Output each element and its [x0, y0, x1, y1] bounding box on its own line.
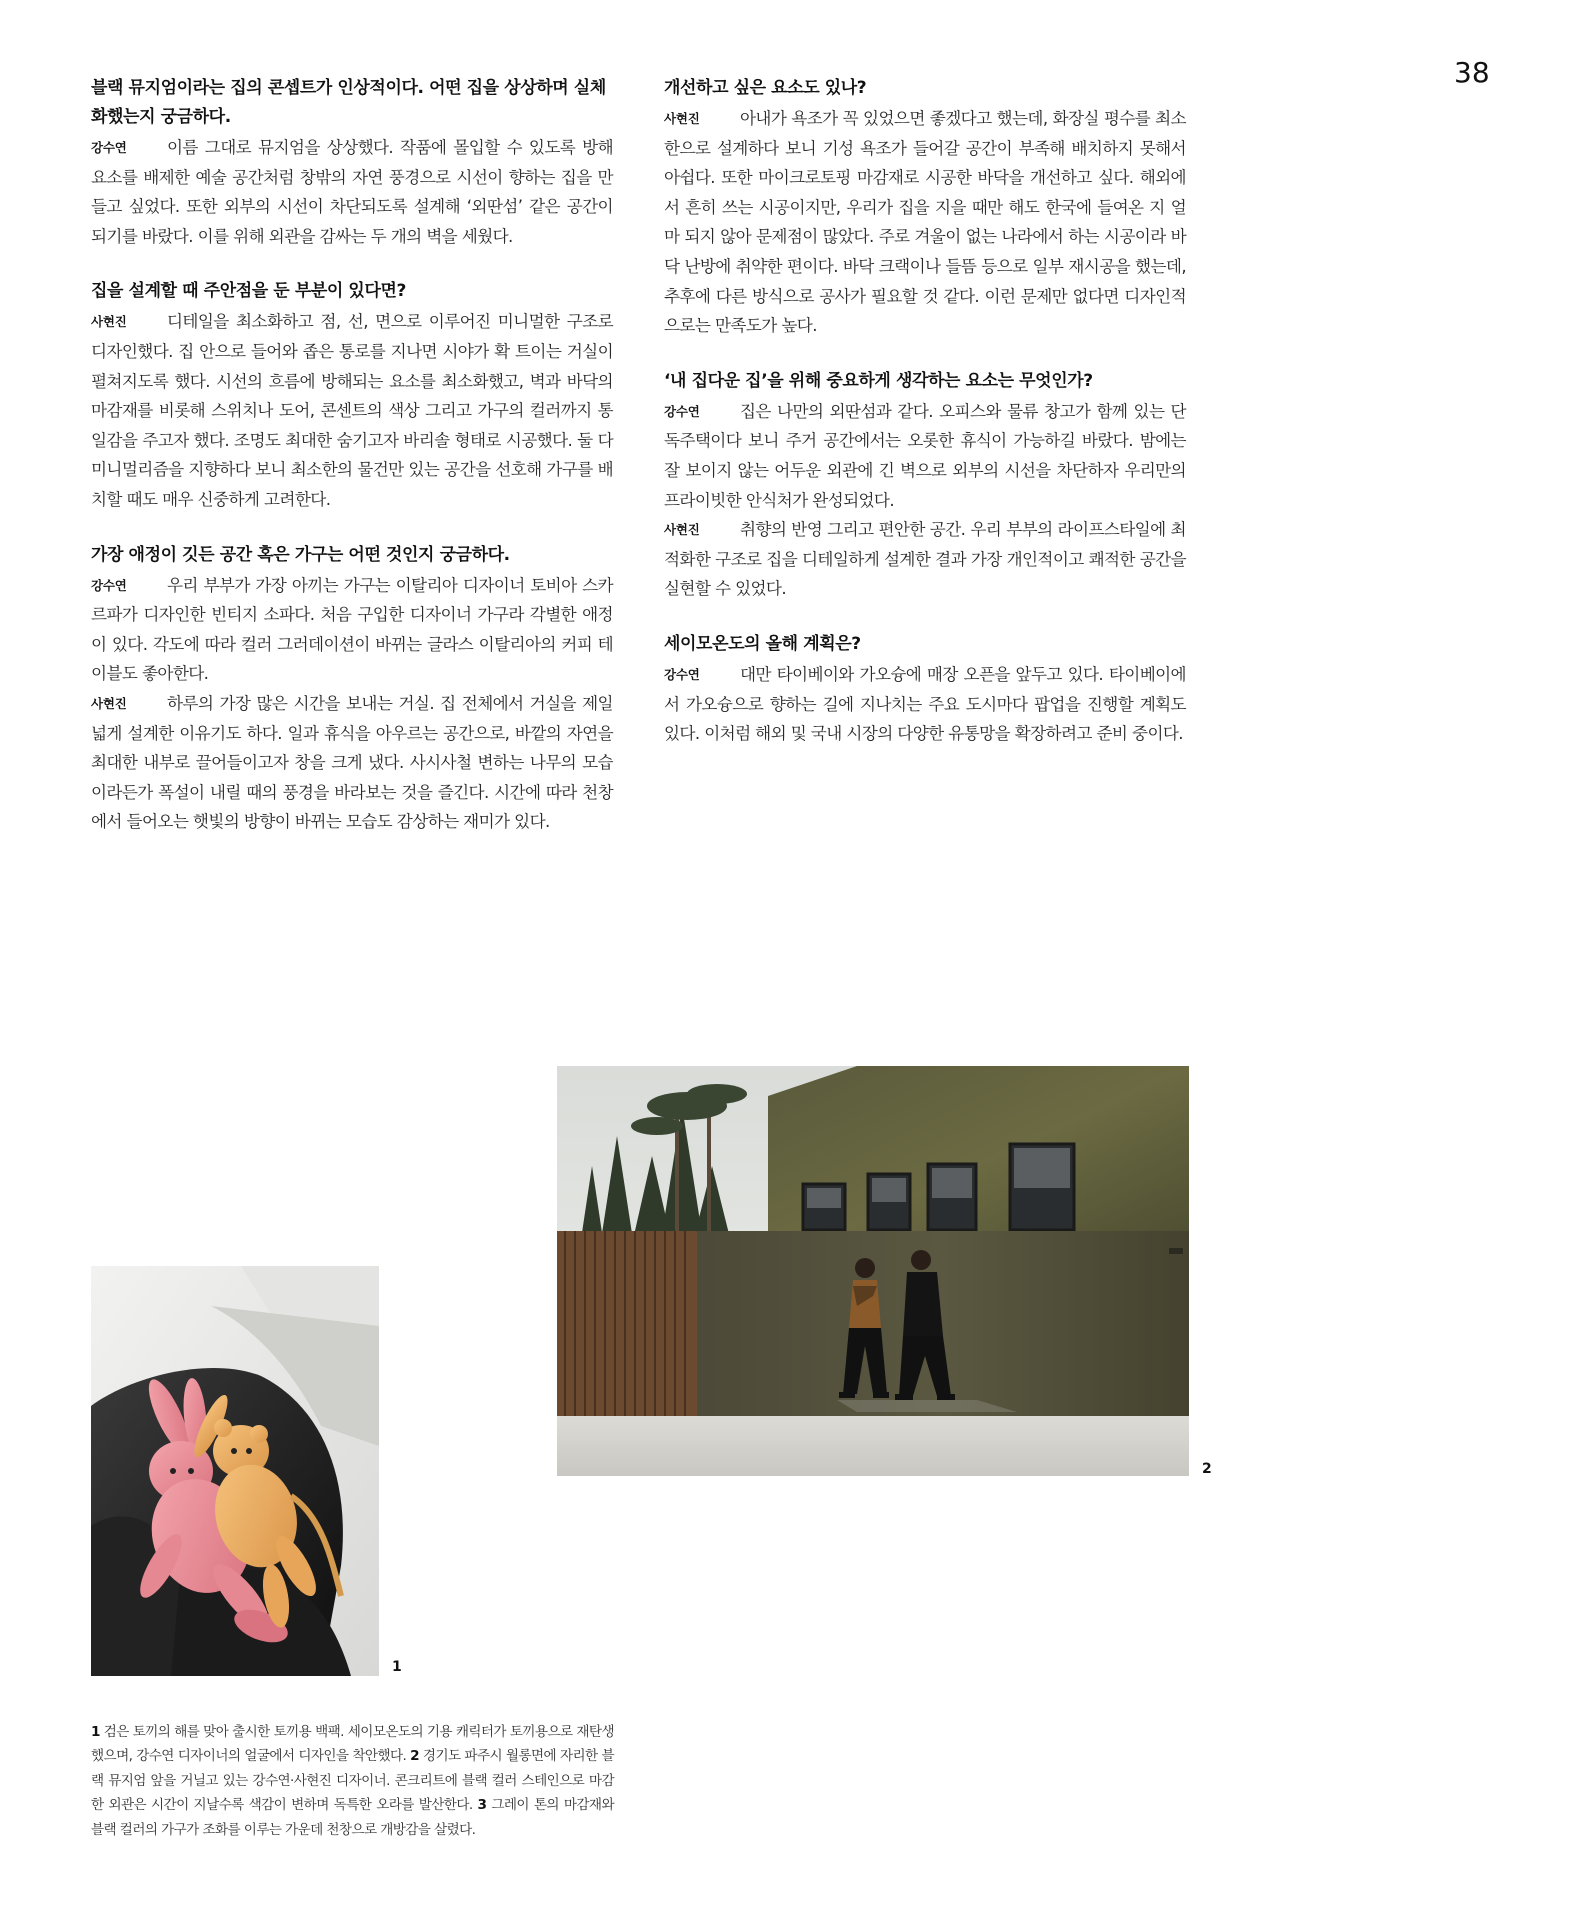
speaker-name: 사현진	[664, 111, 700, 126]
qa-block	[91, 74, 613, 251]
answer	[91, 571, 613, 689]
caption-text: 경기도 파주시 월롱면에 자리한 블랙 뮤지엄 앞을 거닐고 있는 강수연·사현진 디자이너. 콘크리트에 블랙 컬러 스테인으로 마감한 외관은 시간이 지날수록 색감이 변하며 독특한 오라를 발산한다.	[91, 1748, 614, 1814]
caption-number: 2	[410, 1748, 419, 1765]
answer	[664, 515, 1186, 604]
left-text-column	[91, 74, 613, 863]
answer-text: 대만 타이베이와 가오슝에 매장 오픈을 앞두고 있다. 타이베이에서 가오슝으로 향하는 길에 지나치는 주요 도시마다 팝업을 진행할 계획도 있다. 이처럼 해외 및 국내 시장의 다양한 유통망을 확장하려고 준비 중이다.	[664, 664, 1186, 744]
question: ‘내 집다운 집’을 위해 중요하게 생각하는 요소는 무엇인가?	[664, 370, 1093, 391]
answer	[91, 307, 613, 514]
speaker-name: 사현진	[664, 522, 700, 538]
photo-rabbit-backpacks	[91, 1266, 379, 1676]
answer-text: 우리 부부가 가장 아끼는 가구는 이탈리아 디자이너 토비아 스카르파가 디자인한 빈티지 소파다. 처음 구입한 디자이너 가구라 각별한 애정이 있다. 각도에 따라 컬러 그러데이션이 바뀌는 글라스 이탈리아의 커피 테이블도 좋아한다.	[91, 575, 613, 684]
qa-block	[664, 74, 1186, 341]
answer-text: 이름 그대로 뮤지엄을 상상했다. 작품에 몰입할 수 있도록 방해 요소를 배제한 예술 공간처럼 창밖의 자연 풍경으로 시선이 향하는 집을 만들고 싶었다. 또한 외부의 시선이 차단되도록 설계해 ‘외딴섬’ 같은 공간이 되기를 바랐다. 이를 위해 외관을 감싸는 두 개의 벽을 세웠다.	[91, 138, 613, 246]
caption-text: 그레이 톤의 마감재와 블랙 컬러의 가구가 조화를 이루는 가운데 천창으로 개방감을 살렸다.	[91, 1797, 614, 1838]
speaker-name: 사현진	[91, 695, 127, 711]
question: 세이모온도의 올해 계획은?	[664, 633, 861, 654]
question: 블랙 뮤지엄이라는 집의 콘셉트가 인상적이다. 어떤 집을 상상하며 실체화했는지 궁금하다.	[91, 78, 606, 127]
answer	[664, 104, 1186, 341]
black-museum-illustration	[557, 1066, 1189, 1476]
speaker-name: 사현진	[91, 314, 127, 330]
answer-text: 디테일을 최소화하고 점, 선, 면으로 이루어진 미니멀한 구조로 디자인했다. 집 안으로 들어와 좁은 통로를 지나면 시야가 확 트이는 거실이 펼쳐지도록 했다. 시선의 흐름에 방해되는 요소를 최소화했고, 벽과 바닥의 마감재를 비롯해 스위치나 도어, 콘센트의 색상 그리고 가구의 컬러까지 통일감을 주고자 했다. 조명도 최대한 숨기고자 바리솔 형태로 시공했다. 둘 다 미니멀리즘을 지향하다 보니 최소한의 물건만 있는 공간을 선호해 가구를 배치할 때도 매우 신중하게 고려한다.	[91, 312, 613, 509]
question: 개선하고 싶은 요소도 있나?	[664, 78, 867, 98]
right-text-column	[664, 74, 1186, 775]
photo-black-museum	[557, 1066, 1189, 1476]
speaker-name: 강수연	[91, 140, 127, 155]
answer-text: 집은 나만의 외딴섬과 같다. 오피스와 물류 창고가 함께 있는 단독주택이다 보니 주거 공간에서는 오롯한 휴식이 가능하길 바랐다. 밤에는 잘 보이지 않는 어두운 외관에 긴 벽으로 외부의 시선을 차단하자 우리만의 프라이빗한 안식처가 완성되었다.	[664, 401, 1186, 510]
qa-block	[91, 541, 613, 837]
answer-text: 하루의 가장 많은 시간을 보내는 거실. 집 전체에서 거실을 제일 넓게 설계한 이유기도 하다. 일과 휴식을 아우르는 공간으로, 바깥의 자연을 최대한 내부로 끌어들이고자 창을 크게 냈다. 사시사철 변하는 나무의 모습이라든가 폭설이 내릴 때의 풍경을 바라보는 것을 즐긴다. 시간에 따라 천창에서 들어오는 햇빛의 방향이 바뀌는 모습도 감상하는 재미가 있다.	[91, 693, 613, 832]
answer-text: 아내가 욕조가 꼭 있었으면 좋겠다고 했는데, 화장실 평수를 최소한으로 설계하다 보니 기성 욕조가 들어갈 공간이 부족해 배치하지 못해서 아쉽다. 또한 마이크로토핑 마감재로 시공한 바닥을 개선하고 싶다. 해외에서 흔히 쓰는 시공이지만, 우리가 집을 지을 때만 해도 한국에 들여온 지 얼마 되지 않아 문제점이 많았다. 주로 겨울이 없는 나라에서 하는 시공이라 바닥 난방에 취약한 편이다. 바닥 크랙이나 들뜸 등으로 일부 재시공을 했는데, 추후에 다른 방식으로 공사가 필요할 것 같다. 이런 문제만 없다면 디자인적으로는 만족도가 높다.	[664, 109, 1186, 336]
caption-number: 1	[91, 1724, 100, 1740]
photo-number-2: 2	[1202, 1461, 1212, 1477]
caption-number: 3	[477, 1797, 487, 1814]
question: 집을 설계할 때 주안점을 둔 부분이 있다면?	[91, 281, 406, 302]
qa-block	[664, 630, 1186, 749]
speaker-name: 강수연	[664, 666, 700, 682]
rabbit-backpacks-illustration	[91, 1266, 379, 1676]
answer-text: 취향의 반영 그리고 편안한 공간. 우리 부부의 라이프스타일에 최적화한 구조로 집을 디테일하게 설계한 결과 가장 개인적이고 쾌적한 공간을 실현할 수 있었다.	[664, 520, 1186, 599]
qa-block	[91, 277, 613, 514]
question: 가장 애정이 깃든 공간 혹은 가구는 어떤 것인지 궁금하다.	[91, 544, 510, 565]
answer	[664, 397, 1186, 515]
answer	[91, 689, 613, 837]
caption-text: 검은 토끼의 해를 맞아 출시한 토끼용 백팩. 세이모온도의 기용 캐릭터가 토끼용으로 재탄생했으며, 강수연 디자이너의 얼굴에서 디자인을 착안했다.	[91, 1724, 614, 1765]
answer	[91, 133, 613, 251]
speaker-name: 강수연	[664, 403, 700, 419]
photo-caption	[91, 1720, 614, 1842]
page-number: 38	[1454, 56, 1490, 89]
answer	[664, 660, 1186, 749]
speaker-name: 강수연	[91, 577, 127, 593]
photo-number-1: 1	[392, 1659, 402, 1675]
qa-block	[664, 367, 1186, 604]
